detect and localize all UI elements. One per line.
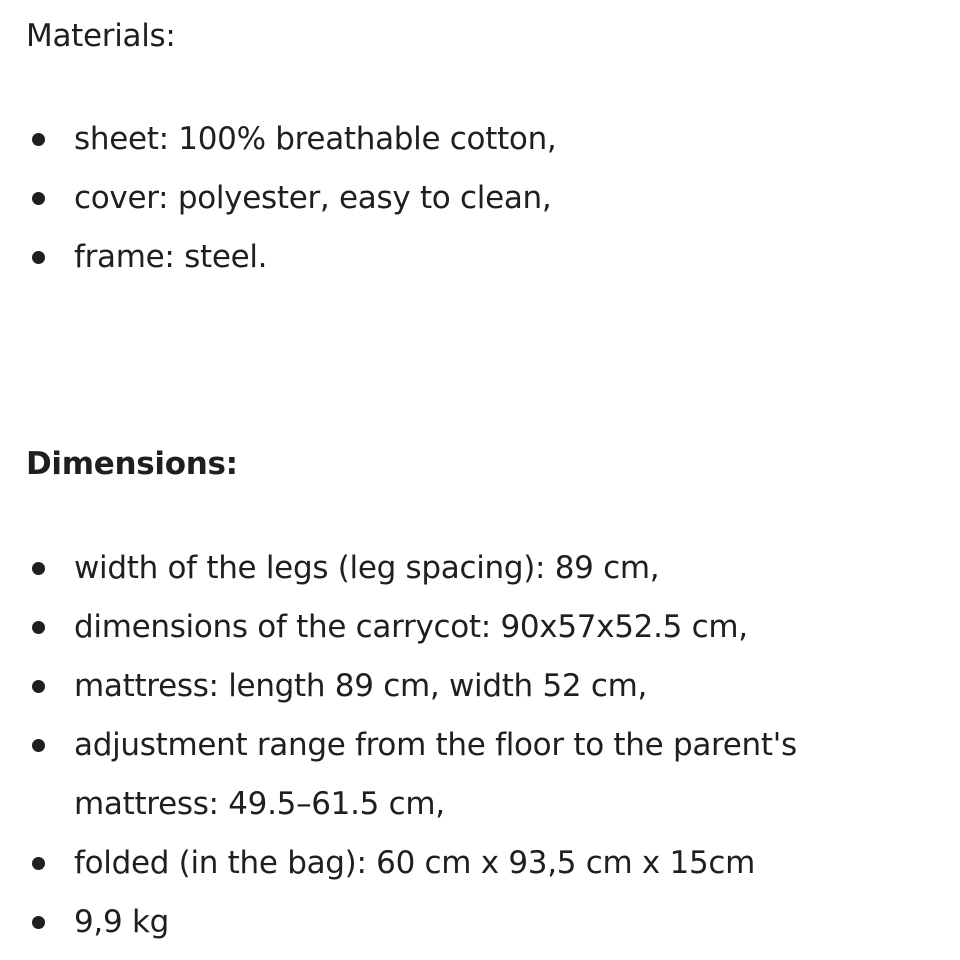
materials-list — [0, 110, 960, 287]
bullet-icon — [32, 916, 45, 929]
list-item-text: folded (in the bag): 60 cm x 93,5 cm x 15cm — [74, 845, 756, 881]
list-item — [0, 716, 894, 834]
list-item-text: adjustment range from the floor to the parent's mattress: 49.5–61.5 cm, — [74, 727, 797, 822]
list-item — [0, 598, 960, 657]
list-item — [0, 893, 960, 952]
bullet-icon — [32, 133, 45, 146]
list-item-text: dimensions of the carrycot: 90x57x52.5 cm, — [74, 609, 748, 645]
list-item — [0, 169, 960, 228]
bullet-icon — [32, 192, 45, 205]
materials-heading: Materials: — [26, 18, 176, 54]
bullet-icon — [32, 680, 45, 693]
bullet-icon — [32, 621, 45, 634]
dimensions-heading: Dimensions: — [26, 446, 238, 482]
dimensions-list — [0, 539, 960, 952]
list-item-text: frame: steel. — [74, 239, 268, 275]
list-item — [0, 834, 960, 893]
bullet-icon — [32, 739, 45, 752]
list-item — [0, 228, 960, 287]
list-item — [0, 110, 960, 169]
list-item-text: cover: polyester, easy to clean, — [74, 180, 552, 216]
list-item — [0, 657, 960, 716]
bullet-icon — [32, 562, 45, 575]
list-item — [0, 539, 960, 598]
list-item-text: width of the legs (leg spacing): 89 cm, — [74, 550, 660, 586]
bullet-icon — [32, 857, 45, 870]
bullet-icon — [32, 251, 45, 264]
list-item-text: 9,9 kg — [74, 904, 169, 940]
list-item-text: sheet: 100% breathable cotton, — [74, 121, 557, 157]
list-item-text: mattress: length 89 cm, width 52 cm, — [74, 668, 648, 704]
